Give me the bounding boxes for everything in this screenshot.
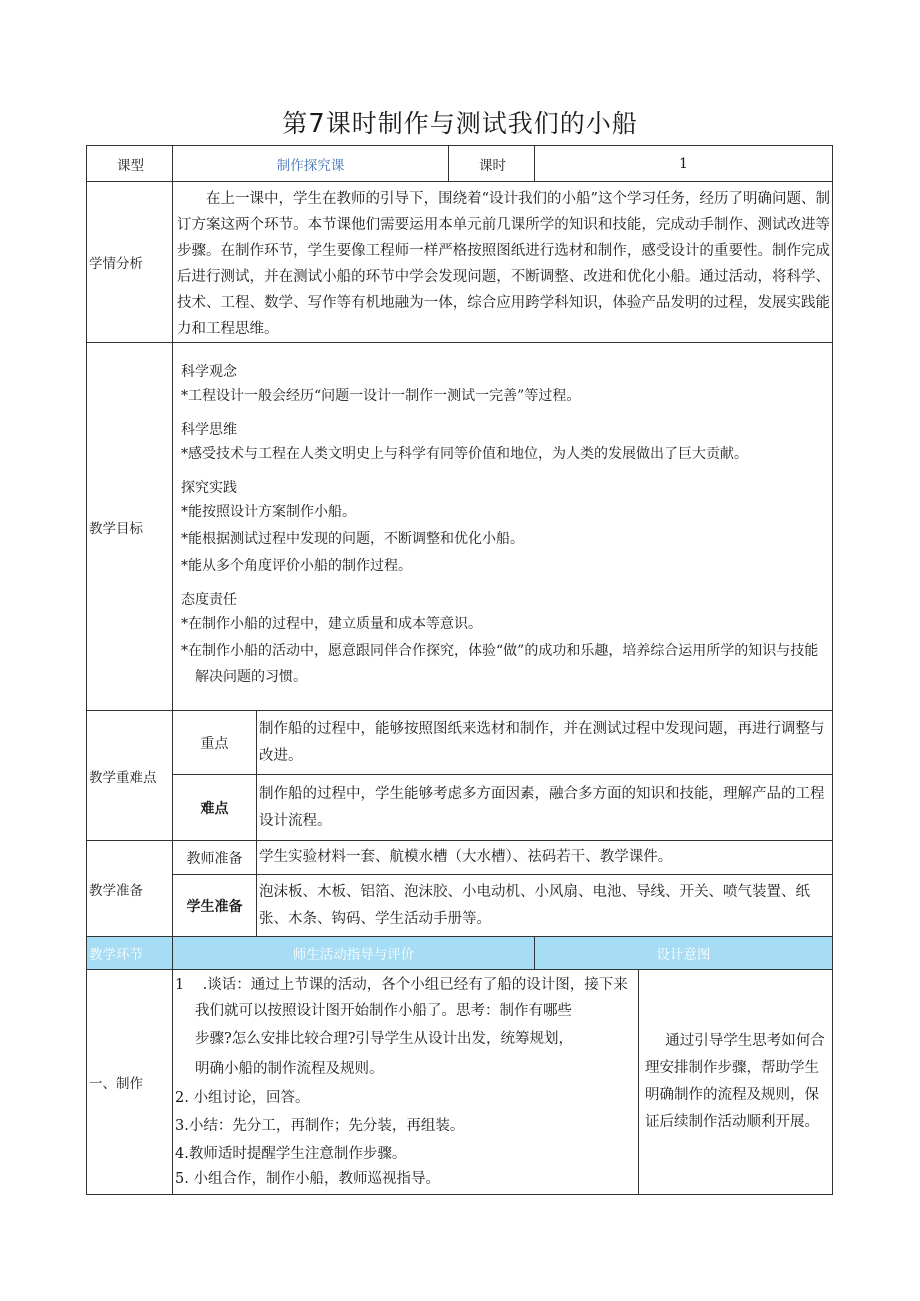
goals-content — [173, 343, 833, 711]
goal-item: *在制作小船的活动中，愿意跟同伴合作探究，体验“做”的成功和乐趣，培养综合运用所学的知识与技能解决问题的习惯。 — [181, 643, 819, 685]
difficult-point-label: 难点 — [173, 775, 257, 841]
goal-item: *感受技术与工程在人类文明史上与科学有同等价值和地位，为人类的发展做出了巨大贡献。 — [181, 446, 748, 462]
header-intent: 设计意图 — [535, 937, 833, 970]
activity-line: 3.小结：先分工，再制作；先分装，再组装。 — [175, 1118, 465, 1134]
goal-heading: 态度责任 — [181, 592, 237, 608]
goal-item: *能从多个角度评价小船的制作过程。 — [181, 558, 412, 574]
key-difficult-label: 教学重难点 — [87, 711, 173, 841]
key-point-label: 重点 — [173, 711, 257, 775]
key-point-text: 制作船的过程中，能够按照图纸来选材和制作，并在测试过程中发现问题，再进行调整与改进。 — [257, 711, 833, 775]
goal-heading: 科学思维 — [181, 422, 237, 438]
course-type-label: 课型 — [87, 146, 173, 182]
activity-line: 步骤?怎么安排比较合理?引导学生从设计出发，统筹规划， — [195, 1031, 574, 1047]
preparation-label: 教学准备 — [87, 841, 173, 937]
header-activities: 师生活动指导与评价 — [173, 937, 535, 970]
goal-item: *能根据测试过程中发现的问题，不断调整和优化小船。 — [181, 531, 524, 547]
goals-label: 教学目标 — [87, 343, 173, 711]
goal-item: *能按照设计方案制作小船。 — [181, 504, 356, 520]
header-stage: 教学环节 — [87, 937, 173, 970]
activity-line: 2. 小组讨论，回答。 — [175, 1090, 310, 1106]
goal-group — [181, 361, 828, 409]
teacher-prep-text: 学生实验材料一套、航模水槽（大水槽）、祛码若干、教学课件。 — [257, 841, 833, 875]
difficult-point-text: 制作船的过程中，学生能够考虑多方面因素，融合多方面的知识和技能，理解产品的工程设计流程。 — [257, 775, 833, 841]
process-row — [87, 970, 833, 1195]
goal-item: *在制作小船的过程中，建立质量和成本等意识。 — [181, 616, 482, 632]
class-hours-label: 课时 — [449, 146, 535, 182]
analysis-row — [87, 182, 833, 343]
analysis-text: 在上一课中，学生在教师的引导下，围绕着“设计我们的小船”这个学习任务，经历了明确问题、制订方案这两个环节。本节课他们需要运用本单元前几课所学的知识和技能，完成动手制作、测试改进等步骤。在制作环节，学生要像工程师一样严格按照图纸进行选材和制作，感受设计的重要性。制作完成后进行测试，并在测试小船的环节中学会发现问题，不断调整、改进和优化小船。通过活动，将科学、技术、工程、数学、写作等有机地融为一体，综合应用跨学科知识，体验产品发明的过程，发展实践能力和工程思维。 — [173, 182, 833, 343]
process-stage: 一、制作 — [87, 970, 173, 1195]
student-prep-text: 泡沫板、木板、铝箔、泡沫胶、小电动机、小风扇、电池、导线、开关、喷气装置、纸张、木条、钩码、学生活动手册等。 — [257, 875, 833, 937]
goal-group — [181, 589, 828, 690]
activity-line: 1 .谈话：通过上节课的活动，各个小组已经有了船的设计图，接下来 — [175, 977, 628, 993]
process-activities — [173, 970, 639, 1195]
goal-item: *工程设计一般会经历“问题一设计一制作一测试一完善”等过程。 — [181, 388, 581, 404]
activity-line: 5. 小组合作，制作小船，教师巡视指导。 — [175, 1171, 440, 1187]
course-type-value: 制作探究课 — [173, 146, 449, 182]
teacher-prep-row — [87, 841, 833, 875]
student-prep-label: 学生准备 — [173, 875, 257, 937]
activity-line: 4.教师适时提醒学生注意制作步骤。 — [175, 1146, 407, 1162]
class-hours-value: 1 — [535, 146, 833, 182]
difficult-point-row — [87, 775, 833, 841]
lesson-plan-table — [86, 145, 833, 1195]
activity-line: 明确小船的制作流程及规则。 — [195, 1061, 384, 1077]
process-header-row — [87, 937, 833, 970]
process-intent: 通过引导学生思考如何合理安排制作步骤，帮助学生明确制作的流程及规则，保证后续制作活动顺利开展。 — [639, 970, 833, 1195]
teacher-prep-label: 教师准备 — [173, 841, 257, 875]
goals-row — [87, 343, 833, 711]
goal-heading: 科学观念 — [181, 364, 237, 380]
goal-group — [181, 477, 828, 579]
key-point-row — [87, 711, 833, 775]
goal-group — [181, 419, 828, 467]
goal-heading: 探究实践 — [181, 480, 237, 496]
activity-line: 我们就可以按照设计图开始制作小船了。思考：制作有哪些 — [195, 1003, 572, 1019]
analysis-label: 学情分析 — [87, 182, 173, 343]
page-title: 第7课时制作与测试我们的小船 — [282, 109, 638, 139]
course-type-row — [87, 146, 833, 182]
student-prep-row — [87, 875, 833, 937]
